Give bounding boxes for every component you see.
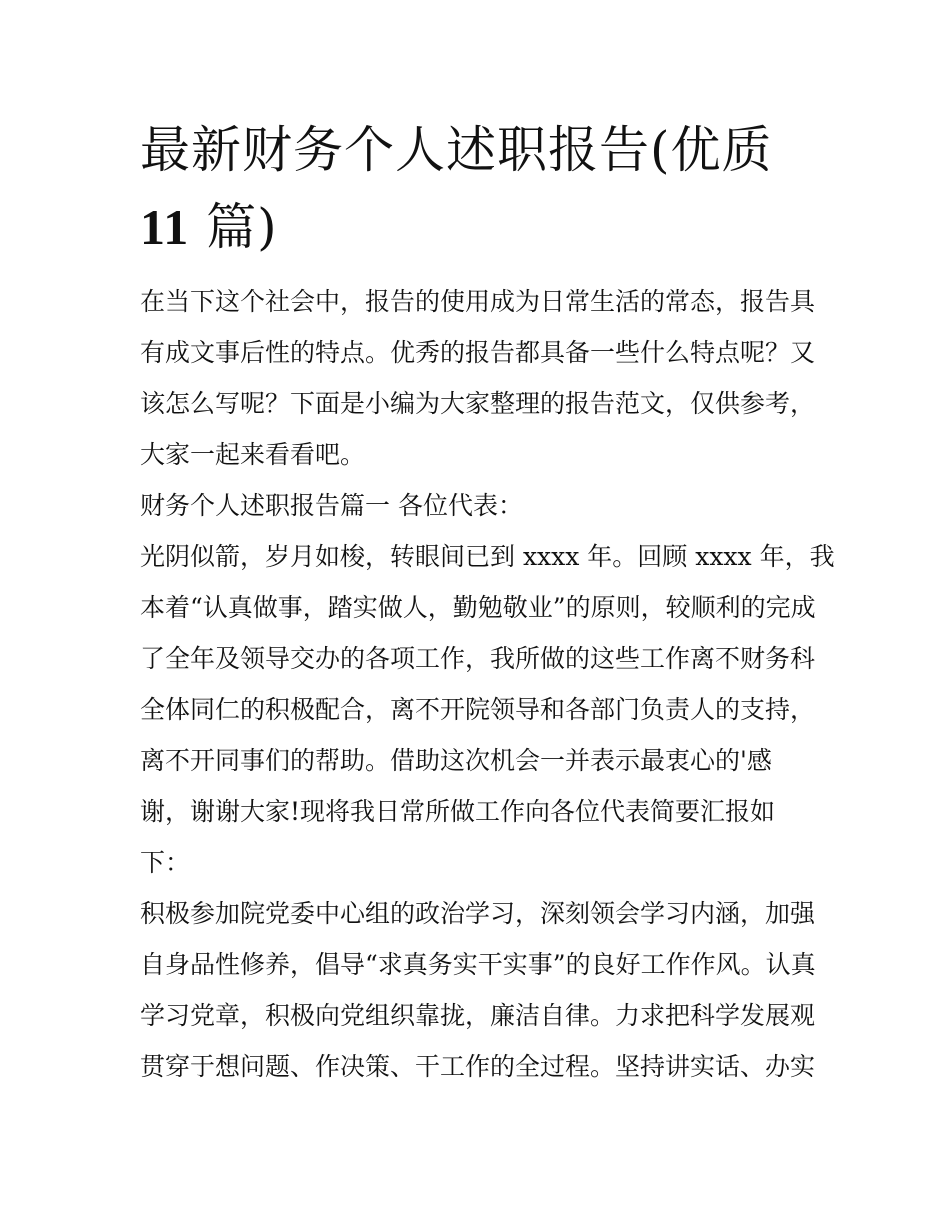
document-title xyxy=(140,112,820,266)
body-line: 大家一起来看看吧。 xyxy=(140,440,366,469)
body-line: 贯穿于想问题、作决策、干工作的全过程。坚持讲实话、办实 xyxy=(140,1052,816,1081)
section-heading-line: 财务个人述职报告篇一 各位代表： xyxy=(140,491,523,520)
body-line: 光阴似箭，岁月如梭，转眼间已到 xxxx 年。回顾 xxxx 年，我 xyxy=(140,542,835,571)
title-line-2 xyxy=(140,189,820,266)
body-line: 本着“认真做事，踏实做人，勤勉敬业”的原则，较顺利的完成 xyxy=(140,593,816,622)
title-number: 11 xyxy=(140,199,190,255)
body-line: 谢，谢谢大家!现将我日常所做工作向各位代表简要汇报如 xyxy=(140,797,776,826)
body-line: 离不开同事们的帮助。借助这次机会一并表示最衷心的'感 xyxy=(140,746,772,775)
body-line: 有成文事后性的特点。优秀的报告都具备一些什么特点呢？又 xyxy=(140,338,816,367)
body-line: 自身品性修养，倡导“求真务实干实事”的良好工作作风。认真 xyxy=(140,950,816,979)
document-body xyxy=(140,276,835,1092)
title-line-1: 最新财务个人述职报告(优质 xyxy=(140,121,773,179)
title-suffix: 篇) xyxy=(189,198,278,256)
body-line: 该怎么写呢？下面是小编为大家整理的报告范文，仅供参考， xyxy=(140,389,816,418)
body-line: 下： xyxy=(140,848,191,877)
body-line: 学习党章，积极向党组织靠拢，廉洁自律。力求把科学发展观 xyxy=(140,1001,816,1030)
body-line: 在当下这个社会中，报告的使用成为日常生活的常态，报告具 xyxy=(140,287,816,316)
body-line: 积极参加院党委中心组的政治学习，深刻领会学习内涵，加强 xyxy=(140,899,816,928)
body-line: 全体同仁的积极配合，离不开院领导和各部门负责人的支持， xyxy=(140,695,816,724)
body-line: 了全年及领导交办的各项工作，我所做的这些工作离不财务科 xyxy=(140,644,816,673)
